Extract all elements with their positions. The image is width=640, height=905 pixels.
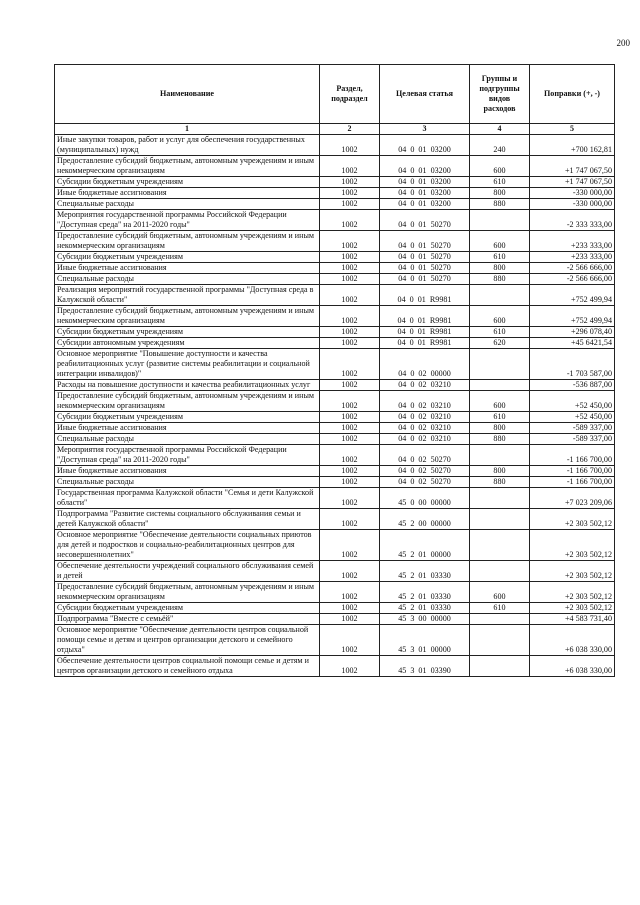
cell-name: Специальные расходы bbox=[55, 477, 320, 488]
cell-group: 800 bbox=[470, 188, 530, 199]
cell-target: 45 2 01 03330 bbox=[380, 582, 470, 603]
cell-name: Обеспечение деятельности центров социальной помощи семье и детям и центров организации детского и семейного отдыха bbox=[55, 656, 320, 677]
cell-section: 1002 bbox=[320, 188, 380, 199]
cell-amount: -1 166 700,00 bbox=[530, 466, 615, 477]
budget-amendments-table bbox=[54, 64, 615, 677]
cell-group: 800 bbox=[470, 466, 530, 477]
column-number: 1 bbox=[55, 124, 320, 135]
header-row bbox=[55, 65, 615, 124]
cell-target: 04 0 01 03200 bbox=[380, 177, 470, 188]
cell-amount: +752 499,94 bbox=[530, 306, 615, 327]
cell-group: 610 bbox=[470, 252, 530, 263]
cell-name: Реализация мероприятий государственной программы "Доступная среда в Калужской области" bbox=[55, 285, 320, 306]
cell-section: 1002 bbox=[320, 412, 380, 423]
cell-amount: +52 450,00 bbox=[530, 391, 615, 412]
cell-group: 880 bbox=[470, 434, 530, 445]
cell-group: 610 bbox=[470, 412, 530, 423]
cell-section: 1002 bbox=[320, 477, 380, 488]
cell-target: 04 0 02 50270 bbox=[380, 445, 470, 466]
cell-section: 1002 bbox=[320, 231, 380, 252]
cell-amount: -589 337,00 bbox=[530, 434, 615, 445]
cell-name: Субсидии бюджетным учреждениям bbox=[55, 412, 320, 423]
cell-target: 45 2 01 03330 bbox=[380, 603, 470, 614]
cell-group bbox=[470, 210, 530, 231]
cell-name: Иные бюджетные ассигнования bbox=[55, 263, 320, 274]
cell-target: 45 3 01 00000 bbox=[380, 625, 470, 656]
cell-amount: +7 023 209,06 bbox=[530, 488, 615, 509]
cell-amount: +2 303 502,12 bbox=[530, 530, 615, 561]
cell-group: 240 bbox=[470, 135, 530, 156]
table-row bbox=[55, 231, 615, 252]
cell-group bbox=[470, 488, 530, 509]
cell-target: 04 0 01 50270 bbox=[380, 274, 470, 285]
cell-name: Предоставление субсидий бюджетным, автономным учреждениям и иным некоммерческим организациям bbox=[55, 231, 320, 252]
cell-section: 1002 bbox=[320, 274, 380, 285]
cell-name: Субсидии автономным учреждениям bbox=[55, 338, 320, 349]
cell-group: 880 bbox=[470, 477, 530, 488]
cell-name: Основное мероприятие "Обеспечение деятельности центров социальной помощи семье и детям и центров организации детского и семейного отдыха" bbox=[55, 625, 320, 656]
cell-section: 1002 bbox=[320, 210, 380, 231]
cell-group: 800 bbox=[470, 263, 530, 274]
cell-section: 1002 bbox=[320, 603, 380, 614]
cell-section: 1002 bbox=[320, 509, 380, 530]
cell-target: 04 0 01 03200 bbox=[380, 135, 470, 156]
cell-section: 1002 bbox=[320, 445, 380, 466]
table-row bbox=[55, 582, 615, 603]
cell-section: 1002 bbox=[320, 614, 380, 625]
cell-group: 880 bbox=[470, 199, 530, 210]
column-number-row bbox=[55, 124, 615, 135]
cell-target: 45 2 00 00000 bbox=[380, 509, 470, 530]
column-number: 3 bbox=[380, 124, 470, 135]
table-row bbox=[55, 177, 615, 188]
header-target: Целевая статья bbox=[380, 65, 470, 124]
cell-group bbox=[470, 656, 530, 677]
cell-amount: -1 166 700,00 bbox=[530, 445, 615, 466]
cell-section: 1002 bbox=[320, 338, 380, 349]
cell-name: Иные закупки товаров, работ и услуг для обеспечения государственных (муниципальных) нужд bbox=[55, 135, 320, 156]
cell-group: 880 bbox=[470, 274, 530, 285]
cell-amount: -1 703 587,00 bbox=[530, 349, 615, 380]
cell-section: 1002 bbox=[320, 349, 380, 380]
cell-target: 04 0 02 03210 bbox=[380, 412, 470, 423]
cell-section: 1002 bbox=[320, 327, 380, 338]
header-amendment: Поправки (+, -) bbox=[530, 65, 615, 124]
cell-amount: +6 038 330,00 bbox=[530, 625, 615, 656]
cell-name: Предоставление субсидий бюджетным, автономным учреждениям и иным некоммерческим организациям bbox=[55, 391, 320, 412]
table-row bbox=[55, 561, 615, 582]
cell-name: Субсидии бюджетным учреждениям bbox=[55, 327, 320, 338]
cell-amount: +45 6421,54 bbox=[530, 338, 615, 349]
cell-target: 04 0 01 03200 bbox=[380, 188, 470, 199]
cell-amount: -330 000,00 bbox=[530, 188, 615, 199]
cell-section: 1002 bbox=[320, 391, 380, 412]
cell-section: 1002 bbox=[320, 656, 380, 677]
cell-name: Субсидии бюджетным учреждениям bbox=[55, 252, 320, 263]
table-row bbox=[55, 306, 615, 327]
cell-target: 04 0 01 50270 bbox=[380, 231, 470, 252]
cell-target: 04 0 02 03210 bbox=[380, 380, 470, 391]
column-number: 4 bbox=[470, 124, 530, 135]
cell-group: 620 bbox=[470, 338, 530, 349]
cell-name: Основное мероприятие "Повышение доступности и качества реабилитационных услуг (развитие системы реабилитации и социальной интеграции инвалидов)" bbox=[55, 349, 320, 380]
cell-target: 45 0 00 00000 bbox=[380, 488, 470, 509]
cell-section: 1002 bbox=[320, 434, 380, 445]
table-row bbox=[55, 412, 615, 423]
cell-group bbox=[470, 509, 530, 530]
table-row bbox=[55, 285, 615, 306]
cell-group: 600 bbox=[470, 582, 530, 603]
cell-amount: -2 333 333,00 bbox=[530, 210, 615, 231]
table-row bbox=[55, 603, 615, 614]
page-number: 200 bbox=[616, 38, 630, 48]
cell-name: Обеспечение деятельности учреждений социального обслуживания семей и детей bbox=[55, 561, 320, 582]
cell-group bbox=[470, 349, 530, 380]
cell-name: Предоставление субсидий бюджетным, автономным учреждениям и иным некоммерческим организациям bbox=[55, 582, 320, 603]
cell-group: 600 bbox=[470, 231, 530, 252]
cell-group: 610 bbox=[470, 327, 530, 338]
cell-section: 1002 bbox=[320, 561, 380, 582]
cell-target: 04 0 01 50270 bbox=[380, 263, 470, 274]
cell-name: Мероприятия государственной программы Российской Федерации "Доступная среда" на 2011-2020 годы" bbox=[55, 445, 320, 466]
cell-group: 610 bbox=[470, 603, 530, 614]
table-row bbox=[55, 156, 615, 177]
cell-section: 1002 bbox=[320, 380, 380, 391]
table-row bbox=[55, 509, 615, 530]
cell-group: 600 bbox=[470, 156, 530, 177]
cell-section: 1002 bbox=[320, 199, 380, 210]
table-row bbox=[55, 656, 615, 677]
cell-amount: +6 038 330,00 bbox=[530, 656, 615, 677]
cell-amount: +233 333,00 bbox=[530, 231, 615, 252]
cell-target: 04 0 01 50270 bbox=[380, 252, 470, 263]
cell-section: 1002 bbox=[320, 285, 380, 306]
cell-amount: +4 583 731,40 bbox=[530, 614, 615, 625]
cell-name: Специальные расходы bbox=[55, 199, 320, 210]
cell-target: 04 0 01 50270 bbox=[380, 210, 470, 231]
cell-section: 1002 bbox=[320, 156, 380, 177]
table-row bbox=[55, 625, 615, 656]
cell-target: 04 0 02 03210 bbox=[380, 423, 470, 434]
table-row bbox=[55, 614, 615, 625]
cell-section: 1002 bbox=[320, 530, 380, 561]
cell-group: 800 bbox=[470, 423, 530, 434]
table-row bbox=[55, 274, 615, 285]
cell-group bbox=[470, 380, 530, 391]
cell-amount: +1 747 067,50 bbox=[530, 156, 615, 177]
cell-section: 1002 bbox=[320, 625, 380, 656]
cell-section: 1002 bbox=[320, 582, 380, 603]
cell-target: 45 3 01 03390 bbox=[380, 656, 470, 677]
cell-amount: +1 747 067,50 bbox=[530, 177, 615, 188]
table-row bbox=[55, 188, 615, 199]
cell-name: Предоставление субсидий бюджетным, автономным учреждениям и иным некоммерческим организациям bbox=[55, 306, 320, 327]
cell-amount: -2 566 666,00 bbox=[530, 274, 615, 285]
table-row bbox=[55, 391, 615, 412]
cell-target: 04 0 01 03200 bbox=[380, 156, 470, 177]
cell-section: 1002 bbox=[320, 488, 380, 509]
cell-amount: +296 078,40 bbox=[530, 327, 615, 338]
table-row bbox=[55, 434, 615, 445]
cell-section: 1002 bbox=[320, 263, 380, 274]
cell-group bbox=[470, 285, 530, 306]
cell-name: Государственная программа Калужской области "Семья и дети Калужской области" bbox=[55, 488, 320, 509]
cell-name: Иные бюджетные ассигнования bbox=[55, 466, 320, 477]
table-row bbox=[55, 327, 615, 338]
table-row bbox=[55, 263, 615, 274]
header-group: Группы и подгруппы видов расходов bbox=[470, 65, 530, 124]
table-body bbox=[55, 135, 615, 677]
cell-target: 04 0 01 R9981 bbox=[380, 306, 470, 327]
cell-group bbox=[470, 614, 530, 625]
cell-target: 04 0 02 03210 bbox=[380, 391, 470, 412]
table-row bbox=[55, 488, 615, 509]
cell-group bbox=[470, 530, 530, 561]
cell-target: 45 2 01 03330 bbox=[380, 561, 470, 582]
cell-section: 1002 bbox=[320, 135, 380, 156]
cell-name: Мероприятия государственной программы Российской Федерации "Доступная среда" на 2011-2020 годы" bbox=[55, 210, 320, 231]
cell-target: 04 0 02 00000 bbox=[380, 349, 470, 380]
table-row bbox=[55, 252, 615, 263]
cell-name: Предоставление субсидий бюджетным, автономным учреждениям и иным некоммерческим организациям bbox=[55, 156, 320, 177]
table-row bbox=[55, 338, 615, 349]
table-row bbox=[55, 135, 615, 156]
cell-section: 1002 bbox=[320, 252, 380, 263]
cell-group bbox=[470, 561, 530, 582]
cell-name: Расходы на повышение доступности и качества реабилитационных услуг bbox=[55, 380, 320, 391]
cell-target: 04 0 01 03200 bbox=[380, 199, 470, 210]
table-row bbox=[55, 349, 615, 380]
cell-target: 04 0 01 R9981 bbox=[380, 285, 470, 306]
cell-section: 1002 bbox=[320, 466, 380, 477]
cell-section: 1002 bbox=[320, 306, 380, 327]
cell-name: Иные бюджетные ассигнования bbox=[55, 423, 320, 434]
cell-amount: +700 162,81 bbox=[530, 135, 615, 156]
cell-target: 04 0 02 50270 bbox=[380, 477, 470, 488]
cell-target: 04 0 01 R9981 bbox=[380, 327, 470, 338]
cell-name: Основное мероприятие "Обеспечение деятельности социальных приютов для детей и подростков и социально-реабилитационных центров для несовершеннолетних" bbox=[55, 530, 320, 561]
cell-amount: -330 000,00 bbox=[530, 199, 615, 210]
column-number: 2 bbox=[320, 124, 380, 135]
cell-amount: +2 303 502,12 bbox=[530, 582, 615, 603]
cell-name: Субсидии бюджетным учреждениям bbox=[55, 177, 320, 188]
table-row bbox=[55, 477, 615, 488]
cell-target: 45 2 01 00000 bbox=[380, 530, 470, 561]
cell-group: 610 bbox=[470, 177, 530, 188]
column-number: 5 bbox=[530, 124, 615, 135]
table-row bbox=[55, 445, 615, 466]
table-row bbox=[55, 423, 615, 434]
cell-name: Субсидии бюджетным учреждениям bbox=[55, 603, 320, 614]
cell-target: 45 3 00 00000 bbox=[380, 614, 470, 625]
cell-amount: +233 333,00 bbox=[530, 252, 615, 263]
cell-amount: -2 566 666,00 bbox=[530, 263, 615, 274]
cell-group bbox=[470, 445, 530, 466]
cell-amount: -1 166 700,00 bbox=[530, 477, 615, 488]
cell-section: 1002 bbox=[320, 177, 380, 188]
cell-amount: +2 303 502,12 bbox=[530, 561, 615, 582]
table-row bbox=[55, 199, 615, 210]
cell-amount: +52 450,00 bbox=[530, 412, 615, 423]
cell-name: Специальные расходы bbox=[55, 274, 320, 285]
cell-amount: +2 303 502,12 bbox=[530, 509, 615, 530]
cell-name: Иные бюджетные ассигнования bbox=[55, 188, 320, 199]
header-section: Раздел, подраздел bbox=[320, 65, 380, 124]
header-name: Наименование bbox=[55, 65, 320, 124]
table-row bbox=[55, 380, 615, 391]
cell-name: Подпрограмма "Вместе с семьёй" bbox=[55, 614, 320, 625]
cell-target: 04 0 02 03210 bbox=[380, 434, 470, 445]
table-row bbox=[55, 210, 615, 231]
cell-name: Подпрограмма "Развитие системы социального обслуживания семьи и детей Калужской области" bbox=[55, 509, 320, 530]
table-row bbox=[55, 530, 615, 561]
cell-target: 04 0 02 50270 bbox=[380, 466, 470, 477]
cell-amount: +2 303 502,12 bbox=[530, 603, 615, 614]
cell-section: 1002 bbox=[320, 423, 380, 434]
cell-group bbox=[470, 625, 530, 656]
cell-name: Специальные расходы bbox=[55, 434, 320, 445]
cell-target: 04 0 01 R9981 bbox=[380, 338, 470, 349]
cell-amount: -536 887,00 bbox=[530, 380, 615, 391]
cell-amount: +752 499,94 bbox=[530, 285, 615, 306]
table-row bbox=[55, 466, 615, 477]
cell-group: 600 bbox=[470, 391, 530, 412]
cell-amount: -589 337,00 bbox=[530, 423, 615, 434]
cell-group: 600 bbox=[470, 306, 530, 327]
